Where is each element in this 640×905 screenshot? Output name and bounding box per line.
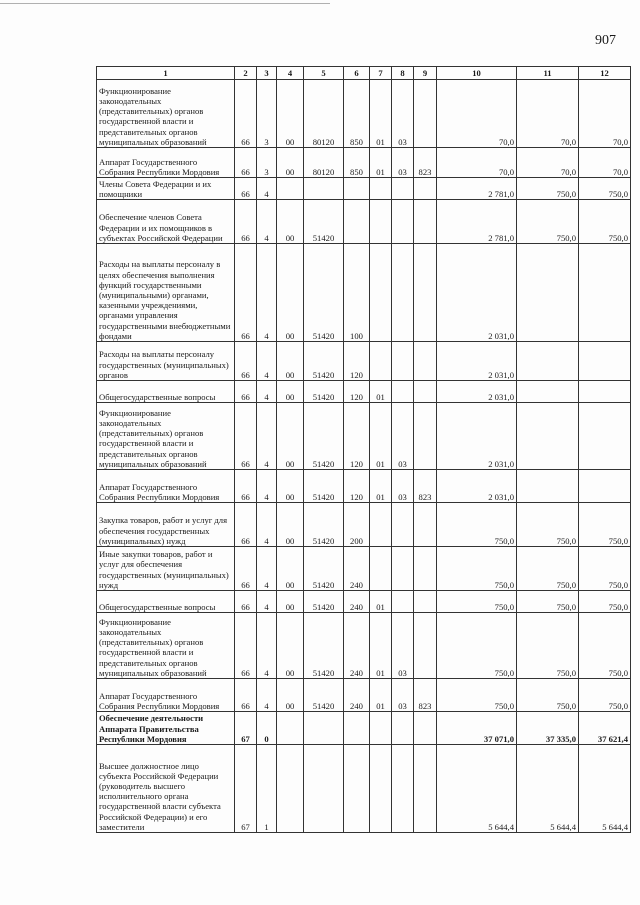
row-value-cell: 70,0 [579,148,631,178]
row-value-cell: 01 [370,679,392,712]
row-value-cell [344,745,370,833]
row-name-cell: Аппарат Государственного Собрания Республики Мордовия [97,679,235,712]
row-value-cell [304,745,344,833]
row-value-cell [579,342,631,381]
table-row [97,712,631,745]
row-value-cell: 03 [392,470,414,503]
row-value-cell: 03 [392,80,414,148]
row-name-cell: Члены Совета Федерации и их помощники [97,178,235,200]
row-value-cell [414,178,437,200]
row-value-cell: 70,0 [517,148,579,178]
row-value-cell: 2 781,0 [437,200,517,244]
row-value-cell [579,403,631,470]
table-row [97,200,631,244]
row-name-cell: Функционирование законодательных (представительных) органов государственной власти и представительных органов муниципальных образований [97,613,235,679]
row-value-cell: 00 [277,591,304,613]
row-value-cell: 750,0 [517,547,579,591]
row-value-cell: 01 [370,148,392,178]
row-value-cell [370,342,392,381]
row-value-cell: 750,0 [437,591,517,613]
row-value-cell: 66 [235,200,257,244]
row-value-cell [414,712,437,745]
header-cell: 12 [579,67,631,80]
table-row [97,381,631,403]
header-cell: 4 [277,67,304,80]
row-value-cell [344,200,370,244]
row-value-cell: 4 [257,470,277,503]
row-name-cell: Аппарат Государственного Собрания Республики Мордовия [97,470,235,503]
row-value-cell: 4 [257,591,277,613]
row-value-cell: 750,0 [579,591,631,613]
row-value-cell: 750,0 [579,200,631,244]
row-name-cell: Иные закупки товаров, работ и услуг для обеспечения государственных (муниципальных) нужд [97,547,235,591]
row-value-cell: 03 [392,679,414,712]
row-value-cell: 4 [257,613,277,679]
header-cell: 1 [97,67,235,80]
row-value-cell: 00 [277,470,304,503]
row-value-cell [392,200,414,244]
row-value-cell: 03 [392,613,414,679]
row-value-cell: 750,0 [579,503,631,547]
row-value-cell: 01 [370,381,392,403]
row-value-cell: 01 [370,470,392,503]
row-value-cell [370,178,392,200]
row-value-cell: 37 621,4 [579,712,631,745]
row-value-cell: 3 [257,148,277,178]
row-value-cell: 00 [277,200,304,244]
row-value-cell: 3 [257,80,277,148]
header-row [97,67,631,80]
row-value-cell: 5 644,4 [579,745,631,833]
page-number: 907 [595,33,616,48]
row-value-cell: 5 644,4 [437,745,517,833]
header-cell: 9 [414,67,437,80]
row-value-cell: 750,0 [517,503,579,547]
row-value-cell [414,745,437,833]
row-name-cell: Расходы на выплаты персоналу в целях обеспечения выполнения функций государственными (муниципальными) органами, казенными учреждениями, органами управления государственными внебюджетными фондами [97,244,235,342]
row-value-cell [304,712,344,745]
header-cell: 2 [235,67,257,80]
row-value-cell: 67 [235,712,257,745]
row-value-cell: 750,0 [579,178,631,200]
row-value-cell: 240 [344,591,370,613]
row-value-cell: 03 [392,148,414,178]
row-value-cell [414,503,437,547]
row-value-cell [304,178,344,200]
row-value-cell [517,470,579,503]
row-value-cell: 66 [235,178,257,200]
table-row [97,403,631,470]
row-value-cell [392,244,414,342]
row-value-cell: 750,0 [517,200,579,244]
row-value-cell: 37 335,0 [517,712,579,745]
table-row [97,178,631,200]
row-value-cell [277,745,304,833]
row-value-cell: 750,0 [517,613,579,679]
header-cell: 3 [257,67,277,80]
row-value-cell [414,403,437,470]
row-value-cell [392,503,414,547]
row-value-cell: 70,0 [517,80,579,148]
row-value-cell: 240 [344,679,370,712]
row-value-cell [517,244,579,342]
row-name-cell: Закупка товаров, работ и услуг для обеспечения государственных (муниципальных) нужд [97,503,235,547]
row-value-cell: 51420 [304,342,344,381]
row-value-cell: 00 [277,547,304,591]
table-row [97,470,631,503]
row-value-cell: 00 [277,679,304,712]
table-row [97,613,631,679]
row-value-cell [277,178,304,200]
row-value-cell: 1 [257,745,277,833]
row-value-cell: 4 [257,200,277,244]
row-value-cell [370,503,392,547]
row-value-cell: 67 [235,745,257,833]
row-value-cell: 00 [277,342,304,381]
row-value-cell: 66 [235,591,257,613]
budget-table [96,66,631,833]
row-value-cell: 66 [235,148,257,178]
row-value-cell: 66 [235,547,257,591]
row-name-cell: Аппарат Государственного Собрания Республики Мордовия [97,148,235,178]
table-row [97,80,631,148]
row-value-cell: 37 071,0 [437,712,517,745]
row-name-cell: Функционирование законодательных (представительных) органов государственной власти и представительных органов муниципальных образований [97,80,235,148]
row-value-cell: 70,0 [437,148,517,178]
row-value-cell [392,381,414,403]
row-value-cell: 01 [370,403,392,470]
row-value-cell: 66 [235,80,257,148]
row-value-cell: 2 031,0 [437,244,517,342]
row-value-cell [517,342,579,381]
row-value-cell: 4 [257,381,277,403]
row-value-cell: 03 [392,403,414,470]
row-value-cell: 51420 [304,244,344,342]
row-value-cell: 4 [257,403,277,470]
row-value-cell: 51420 [304,613,344,679]
row-value-cell [370,712,392,745]
row-value-cell: 51420 [304,591,344,613]
row-value-cell [344,178,370,200]
row-value-cell [370,244,392,342]
row-value-cell: 00 [277,148,304,178]
row-value-cell: 2 031,0 [437,342,517,381]
header-cell: 11 [517,67,579,80]
row-value-cell: 51420 [304,547,344,591]
row-value-cell: 120 [344,403,370,470]
row-value-cell: 51420 [304,403,344,470]
row-value-cell: 00 [277,403,304,470]
row-name-cell: Общегосударственные вопросы [97,591,235,613]
row-value-cell: 750,0 [517,178,579,200]
row-value-cell: 750,0 [579,613,631,679]
row-value-cell: 750,0 [579,679,631,712]
row-value-cell: 66 [235,403,257,470]
row-value-cell: 66 [235,342,257,381]
row-value-cell: 120 [344,342,370,381]
row-value-cell: 750,0 [437,679,517,712]
row-value-cell: 00 [277,381,304,403]
row-value-cell: 51420 [304,679,344,712]
row-value-cell: 66 [235,679,257,712]
row-value-cell: 00 [277,613,304,679]
table-row [97,547,631,591]
row-name-cell: Общегосударственные вопросы [97,381,235,403]
row-value-cell [579,381,631,403]
row-value-cell [414,591,437,613]
row-value-cell: 4 [257,244,277,342]
header-cell: 10 [437,67,517,80]
row-value-cell: 750,0 [437,613,517,679]
row-value-cell [370,547,392,591]
row-value-cell [370,200,392,244]
row-name-cell: Функционирование законодательных (представительных) органов государственной власти и представительных органов муниципальных образований [97,403,235,470]
row-value-cell: 80120 [304,148,344,178]
row-value-cell: 51420 [304,503,344,547]
row-value-cell: 01 [370,613,392,679]
row-value-cell: 823 [414,470,437,503]
row-value-cell [414,342,437,381]
row-value-cell: 240 [344,547,370,591]
row-value-cell [392,342,414,381]
row-value-cell [414,613,437,679]
row-value-cell: 5 644,4 [517,745,579,833]
row-value-cell [392,547,414,591]
row-value-cell: 66 [235,470,257,503]
row-value-cell: 823 [414,679,437,712]
row-name-cell: Обеспечение деятельности Аппарата Правительства Республики Мордовия [97,712,235,745]
row-value-cell: 750,0 [517,591,579,613]
row-value-cell [392,591,414,613]
row-value-cell: 823 [414,148,437,178]
row-value-cell: 00 [277,503,304,547]
row-value-cell [370,745,392,833]
row-value-cell: 0 [257,712,277,745]
row-value-cell: 66 [235,503,257,547]
table-row [97,244,631,342]
row-value-cell: 01 [370,591,392,613]
table-row [97,591,631,613]
row-value-cell [414,200,437,244]
scan-edge-line [0,3,330,4]
row-value-cell [414,80,437,148]
row-value-cell: 850 [344,80,370,148]
row-value-cell [579,470,631,503]
row-value-cell: 750,0 [437,547,517,591]
row-value-cell: 2 781,0 [437,178,517,200]
row-name-cell: Расходы на выплаты персоналу государственных (муниципальных) органов [97,342,235,381]
row-value-cell: 750,0 [517,679,579,712]
row-value-cell: 200 [344,503,370,547]
table-row [97,679,631,712]
row-value-cell: 66 [235,244,257,342]
row-value-cell [414,381,437,403]
row-value-cell: 120 [344,381,370,403]
row-value-cell: 2 031,0 [437,403,517,470]
row-value-cell: 66 [235,613,257,679]
row-value-cell: 66 [235,381,257,403]
row-value-cell: 4 [257,342,277,381]
row-value-cell [392,178,414,200]
table-row [97,503,631,547]
row-value-cell: 80120 [304,80,344,148]
header-cell: 6 [344,67,370,80]
row-value-cell: 4 [257,679,277,712]
row-value-cell [517,381,579,403]
table-row [97,148,631,178]
row-value-cell: 00 [277,244,304,342]
row-value-cell: 70,0 [437,80,517,148]
row-value-cell [414,547,437,591]
row-value-cell: 100 [344,244,370,342]
row-value-cell [414,244,437,342]
row-value-cell: 01 [370,80,392,148]
row-name-cell: Высшее должностное лицо субъекта Российской Федерации (руководитель высшего исполнительного органа государственной власти субъекта Российской Федерации) и его заместители [97,745,235,833]
row-value-cell: 120 [344,470,370,503]
row-value-cell [392,745,414,833]
row-value-cell [277,712,304,745]
row-name-cell: Обеспечение членов Совета Федерации и их помощников в субъектах Российской Федерации [97,200,235,244]
row-value-cell: 4 [257,178,277,200]
row-value-cell: 51420 [304,470,344,503]
row-value-cell [517,403,579,470]
header-cell: 5 [304,67,344,80]
row-value-cell [579,244,631,342]
row-value-cell: 4 [257,503,277,547]
row-value-cell [344,712,370,745]
row-value-cell: 51420 [304,381,344,403]
table-row [97,342,631,381]
row-value-cell: 2 031,0 [437,470,517,503]
header-cell: 7 [370,67,392,80]
row-value-cell: 850 [344,148,370,178]
row-value-cell: 51420 [304,200,344,244]
table-row [97,745,631,833]
row-value-cell: 00 [277,80,304,148]
header-cell: 8 [392,67,414,80]
row-value-cell: 4 [257,547,277,591]
row-value-cell: 750,0 [579,547,631,591]
row-value-cell: 750,0 [437,503,517,547]
row-value-cell [392,712,414,745]
row-value-cell: 2 031,0 [437,381,517,403]
row-value-cell: 70,0 [579,80,631,148]
row-value-cell: 240 [344,613,370,679]
